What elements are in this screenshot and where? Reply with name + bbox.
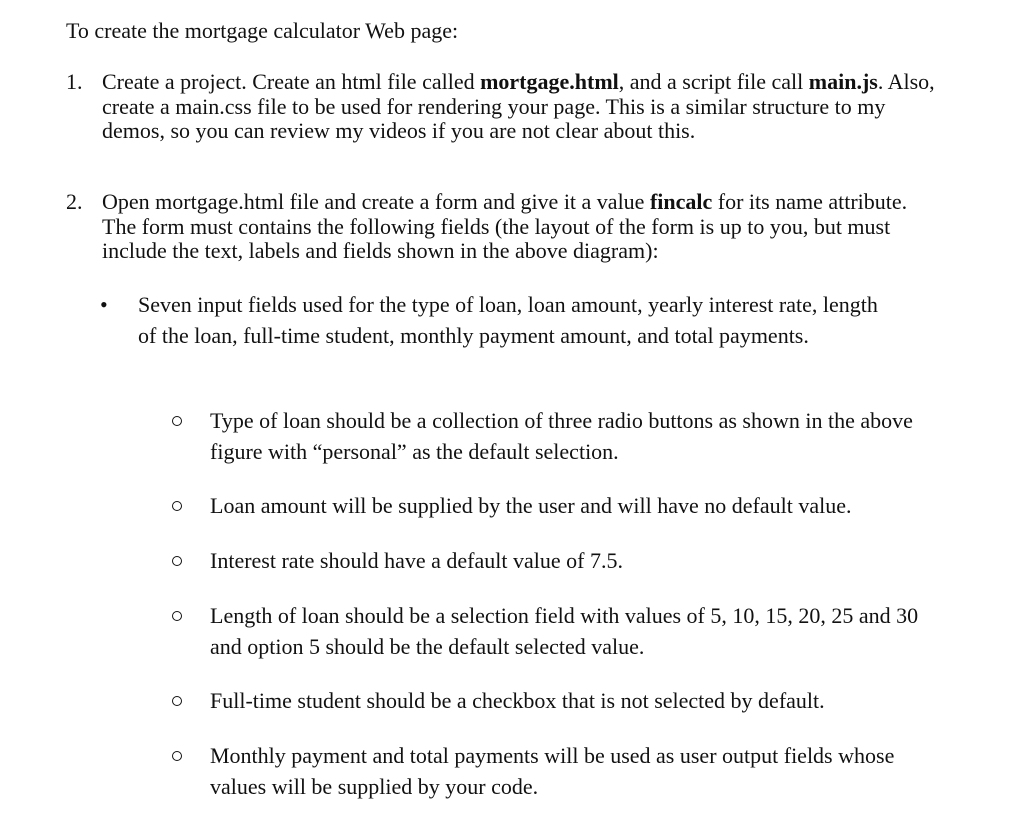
- circle-bullet-icon: [172, 501, 182, 511]
- step-1-filename-js: main.js: [808, 69, 878, 94]
- sub-item-text: Type of loan should be a collection of three radio buttons as shown in the above figure with “personal” as the default selection.: [210, 408, 913, 464]
- sub-item-loan-amount: [172, 490, 932, 521]
- sub-item-student: [172, 685, 932, 716]
- step-1-text-part-1: Create a project. Create an html file called: [102, 69, 481, 94]
- step-1-text-part-2: , and a script file call: [618, 69, 809, 94]
- step-2: [66, 190, 946, 264]
- circle-bullet-icon: [172, 556, 182, 566]
- step-1-number: 1.: [66, 69, 83, 94]
- sub-item-text: Length of loan should be a selection field with values of 5, 10, 15, 20, 25 and 30 and option 5 should be the default selected value.: [210, 603, 919, 659]
- step-2-text-part-2: for its name attribute. The form must contains the following fields (the layout of the form is up to you, but must include the text, labels and fields shown in the above diagram):: [102, 189, 908, 263]
- bullet-marker: •: [100, 292, 108, 317]
- step-1-text-part-3: . Also, create a main.css file to be used for rendering your page. This is a similar structure to my demos, so you can review my videos if you are not clear about this.: [102, 69, 935, 143]
- step-2-form-name: fincalc: [649, 189, 713, 214]
- intro-heading: To create the mortgage calculator Web page:: [66, 18, 459, 43]
- step-1-text: [102, 70, 946, 144]
- circle-bullet-icon: [172, 696, 182, 706]
- step-1-filename-html: mortgage.html: [480, 69, 619, 94]
- step-1: [66, 70, 946, 144]
- step-2-text: [102, 190, 946, 264]
- sub-item-text: Full-time student should be a checkbox that is not selected by default.: [210, 688, 825, 713]
- circle-bullet-icon: [172, 751, 182, 761]
- bullet-text: Seven input fields used for the type of loan, loan amount, yearly interest rate, length of the loan, full-time student, monthly payment amount, and total payments.: [138, 292, 878, 348]
- step-2-text-part-1: Open mortgage.html file and create a form and give it a value: [102, 189, 650, 214]
- sub-item-text: Interest rate should have a default value of 7.5.: [210, 548, 623, 573]
- sub-item-loan-length: [172, 600, 932, 662]
- circle-bullet-icon: [172, 611, 182, 621]
- sub-item-output-fields: [172, 740, 932, 802]
- step-2-number: 2.: [66, 189, 83, 214]
- bullet-item: [100, 289, 900, 351]
- circle-bullet-icon: [172, 416, 182, 426]
- sub-item-text: Monthly payment and total payments will be used as user output fields whose values will be supplied by your code.: [210, 743, 895, 799]
- sub-item-text: Loan amount will be supplied by the user and will have no default value.: [210, 493, 852, 518]
- sub-item-interest-rate: [172, 545, 932, 576]
- sub-item-loan-type: [172, 405, 932, 467]
